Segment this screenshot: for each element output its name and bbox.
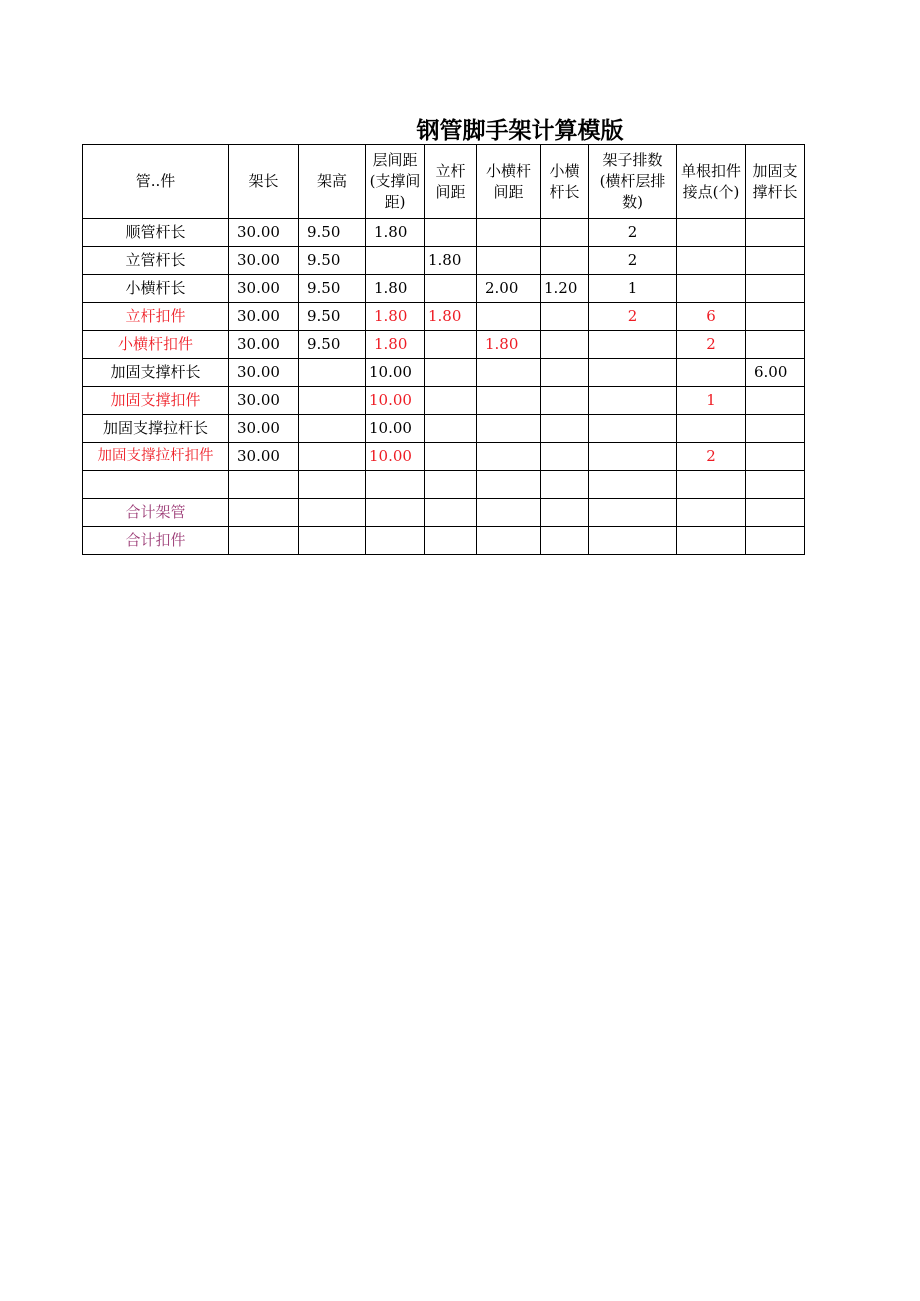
empty-row [83,471,805,499]
cell-brace-length[interactable] [746,275,805,303]
cell-length[interactable]: 30.00 [229,415,299,443]
cell-rows-count[interactable] [589,415,677,443]
row-label[interactable]: 顺管杆长 [83,219,229,247]
header-cell-clips[interactable]: 单根扣件接点(个) [677,145,746,219]
empty-cell[interactable] [541,527,589,555]
empty-cell[interactable] [677,527,746,555]
empty-cell[interactable] [299,471,366,499]
cell-clips[interactable]: 2 [677,443,746,471]
empty-cell[interactable] [477,499,541,527]
header-cell-brace-length[interactable]: 加固支撑杆长 [746,145,805,219]
empty-cell[interactable] [677,499,746,527]
empty-cell[interactable] [229,527,299,555]
cell-length[interactable]: 30.00 [229,387,299,415]
table-row [83,415,805,443]
empty-cell[interactable] [477,527,541,555]
empty-cell[interactable] [589,527,677,555]
header-cell-spacing[interactable]: 层间距(支撑间距) [366,145,425,219]
cell-brace-length[interactable] [746,219,805,247]
cell-bar-length[interactable] [541,359,589,387]
row-label[interactable]: 加固支撑杆长 [83,359,229,387]
cell-bar-spacing[interactable] [477,415,541,443]
cell-height[interactable] [299,359,366,387]
cell-height[interactable] [299,387,366,415]
empty-cell[interactable] [477,471,541,499]
empty-cell[interactable] [746,499,805,527]
cell-bar-length[interactable] [541,443,589,471]
table-row [83,331,805,359]
empty-cell[interactable] [541,499,589,527]
cell-clips[interactable] [677,415,746,443]
empty-cell[interactable] [229,499,299,527]
table-row [83,219,805,247]
cell-brace-length[interactable] [746,443,805,471]
cell-pole-spacing[interactable]: 1.80 [425,247,477,275]
cell-length[interactable]: 30.00 [229,275,299,303]
empty-cell[interactable] [299,499,366,527]
cell-length[interactable]: 30.00 [229,247,299,275]
row-label[interactable]: 小横杆长 [83,275,229,303]
cell-brace-length[interactable] [746,303,805,331]
table-row [83,275,805,303]
empty-cell[interactable] [83,471,229,499]
table-row [83,443,805,471]
empty-cell[interactable] [425,499,477,527]
cell-length[interactable]: 30.00 [229,443,299,471]
cell-pole-spacing[interactable]: 1.80 [425,303,477,331]
cell-spacing[interactable]: 1.80 [366,219,425,247]
cell-pole-spacing[interactable] [425,219,477,247]
empty-cell[interactable] [746,471,805,499]
header-cell-length[interactable]: 架长 [229,145,299,219]
total-clips-label[interactable]: 合计扣件 [83,527,229,555]
header-cell-rows-count[interactable]: 架子排数(横杆层排数) [589,145,677,219]
cell-height[interactable]: 9.50 [299,219,366,247]
cell-bar-length[interactable] [541,331,589,359]
cell-bar-spacing[interactable] [477,443,541,471]
calculation-table [82,144,805,555]
cell-spacing[interactable]: 10.00 [366,359,425,387]
cell-bar-spacing[interactable] [477,247,541,275]
cell-spacing[interactable]: 10.00 [366,443,425,471]
cell-pole-spacing[interactable] [425,443,477,471]
cell-bar-length[interactable] [541,415,589,443]
cell-rows-count[interactable] [589,387,677,415]
cell-height[interactable]: 9.50 [299,275,366,303]
empty-cell[interactable] [746,527,805,555]
cell-rows-count[interactable] [589,443,677,471]
cell-length[interactable]: 30.00 [229,219,299,247]
row-label[interactable]: 立杆扣件 [83,303,229,331]
empty-cell[interactable] [677,471,746,499]
cell-rows-count[interactable]: 2 [589,247,677,275]
cell-bar-spacing[interactable] [477,303,541,331]
cell-brace-length[interactable] [746,415,805,443]
cell-spacing[interactable]: 10.00 [366,387,425,415]
table-row [83,303,805,331]
cell-bar-spacing[interactable]: 2.00 [477,275,541,303]
total-pipes-label[interactable]: 合计架管 [83,499,229,527]
empty-cell[interactable] [366,499,425,527]
cell-rows-count[interactable]: 2 [589,303,677,331]
cell-bar-length[interactable] [541,303,589,331]
cell-spacing[interactable]: 1.80 [366,331,425,359]
cell-brace-length[interactable] [746,387,805,415]
cell-pole-spacing[interactable] [425,415,477,443]
row-label[interactable]: 加固支撑扣件 [83,387,229,415]
row-label[interactable]: 加固支撑拉杆长 [83,415,229,443]
cell-clips[interactable] [677,359,746,387]
cell-brace-length[interactable] [746,331,805,359]
empty-cell[interactable] [589,471,677,499]
cell-clips[interactable]: 2 [677,331,746,359]
cell-spacing[interactable]: 1.80 [366,275,425,303]
cell-pole-spacing[interactable] [425,275,477,303]
cell-bar-spacing[interactable] [477,359,541,387]
cell-spacing[interactable]: 1.80 [366,303,425,331]
cell-length[interactable]: 30.00 [229,303,299,331]
row-label[interactable]: 加固支撑拉杆扣件 [83,443,229,471]
cell-bar-spacing[interactable] [477,387,541,415]
cell-rows-count[interactable]: 1 [589,275,677,303]
cell-bar-length[interactable] [541,219,589,247]
header-row [83,145,805,219]
empty-cell[interactable] [541,471,589,499]
cell-brace-length[interactable]: 6.00 [746,359,805,387]
empty-cell[interactable] [366,471,425,499]
cell-pole-spacing[interactable] [425,331,477,359]
cell-clips[interactable] [677,247,746,275]
empty-cell[interactable] [366,527,425,555]
cell-height[interactable]: 9.50 [299,331,366,359]
empty-cell[interactable] [299,527,366,555]
cell-spacing[interactable] [366,247,425,275]
row-label[interactable]: 立管杆长 [83,247,229,275]
cell-height[interactable] [299,415,366,443]
empty-cell[interactable] [589,499,677,527]
cell-brace-length[interactable] [746,247,805,275]
table-row [83,359,805,387]
table-row [83,247,805,275]
header-cell-height[interactable]: 架高 [299,145,366,219]
row-label[interactable]: 小横杆扣件 [83,331,229,359]
cell-spacing[interactable]: 10.00 [366,415,425,443]
cell-bar-length[interactable] [541,387,589,415]
cell-bar-length[interactable] [541,247,589,275]
total-pipes-row [83,499,805,527]
empty-cell[interactable] [425,471,477,499]
cell-rows-count[interactable] [589,359,677,387]
cell-pole-spacing[interactable] [425,359,477,387]
cell-clips[interactable]: 6 [677,303,746,331]
header-cell-pole-spacing[interactable]: 立杆间距 [425,145,477,219]
sheet-title: 钢管脚手架计算模版 [416,118,624,144]
cell-bar-length[interactable]: 1.20 [541,275,589,303]
cell-height[interactable] [299,443,366,471]
cell-length[interactable]: 30.00 [229,359,299,387]
cell-clips[interactable] [677,219,746,247]
cell-bar-spacing[interactable]: 1.80 [477,331,541,359]
cell-bar-spacing[interactable] [477,219,541,247]
header-cell-bar-length[interactable]: 小横杆长 [541,145,589,219]
cell-length[interactable]: 30.00 [229,331,299,359]
cell-rows-count[interactable]: 2 [589,219,677,247]
empty-cell[interactable] [229,471,299,499]
total-clips-row [83,527,805,555]
cell-clips[interactable] [677,275,746,303]
cell-pole-spacing[interactable] [425,387,477,415]
cell-height[interactable]: 9.50 [299,247,366,275]
header-cell-bar-spacing[interactable]: 小横杆间距 [477,145,541,219]
header-cell-item[interactable]: 管..件 [83,145,229,219]
empty-cell[interactable] [425,527,477,555]
cell-height[interactable]: 9.50 [299,303,366,331]
table-row [83,387,805,415]
cell-clips[interactable]: 1 [677,387,746,415]
cell-rows-count[interactable] [589,331,677,359]
